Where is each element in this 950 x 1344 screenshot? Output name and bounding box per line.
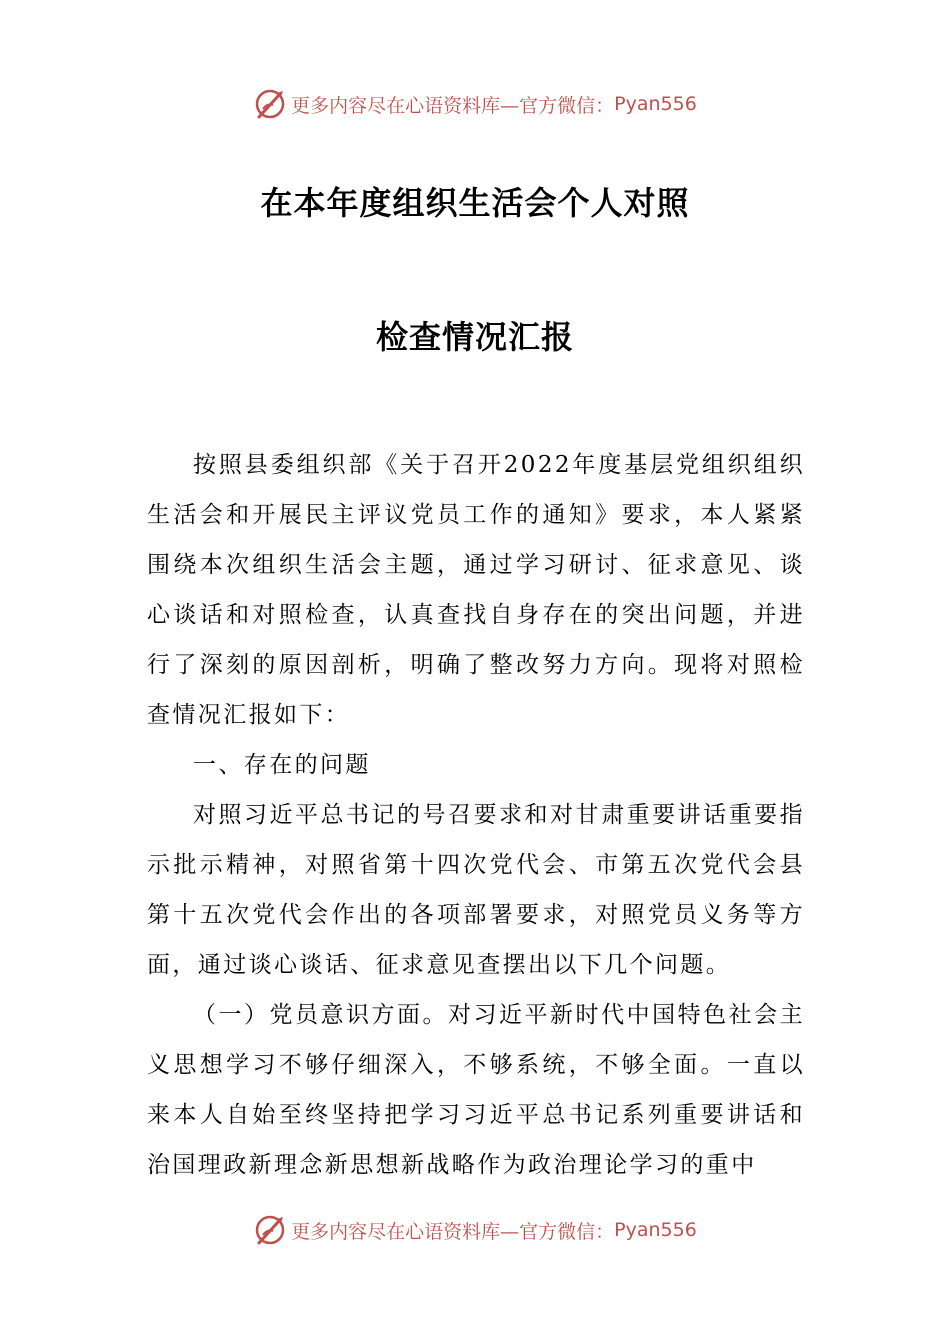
watermark-wechat-id: Pyan556 <box>614 93 697 115</box>
document-body <box>147 440 805 1190</box>
document-title-line-2: 检查情况汇报 <box>375 318 574 356</box>
watermark-text: 更多内容尽在心语资料库—官方微信： <box>291 94 615 117</box>
watermark-wechat-id: Pyan556 <box>614 1219 697 1241</box>
paragraph-problems-overview: 对照习近平总书记的号召要求和对甘肃重要讲话重要指示批示精神，对照省第十四次党代会、市第五次党代会县第十五次党代会作出的各项部署要求，对照党员义务等方面，通过谈心谈话、征求意见查摆出以下几个问题。 <box>147 802 805 978</box>
watermark-text: 更多内容尽在心语资料库—官方微信： <box>291 1220 615 1243</box>
document-title-line-1: 在本年度组织生活会个人对照 <box>260 184 690 222</box>
paragraph-intro: 按照县委组织部《关于召开2022年度基层党组织组织生活会和开展民主评议党员工作的通知》要求，本人紧紧围绕本次组织生活会主题，通过学习研讨、征求意见、谈心谈话和对照检查，认真查找自身存在的突出问题，并进行了深刻的原因剖析，明确了整改努力方向。现将对照检查情况汇报如下： <box>147 452 805 728</box>
paragraph-party-awareness: （一）党员意识方面。对习近平新时代中国特色社会主义思想学习不够仔细深入，不够系统，不够全面。一直以来本人自始至终坚持把学习习近平总书记系列重要讲话和治国理政新理念新思想新战略作为政治理论学习的重中 <box>147 1002 805 1178</box>
section-heading-problems: 一、存在的问题 <box>193 752 371 778</box>
footer-watermark <box>0 1210 950 1250</box>
pen-logo-icon <box>253 1213 287 1247</box>
header-watermark <box>0 84 950 124</box>
pen-logo-icon <box>253 87 287 121</box>
